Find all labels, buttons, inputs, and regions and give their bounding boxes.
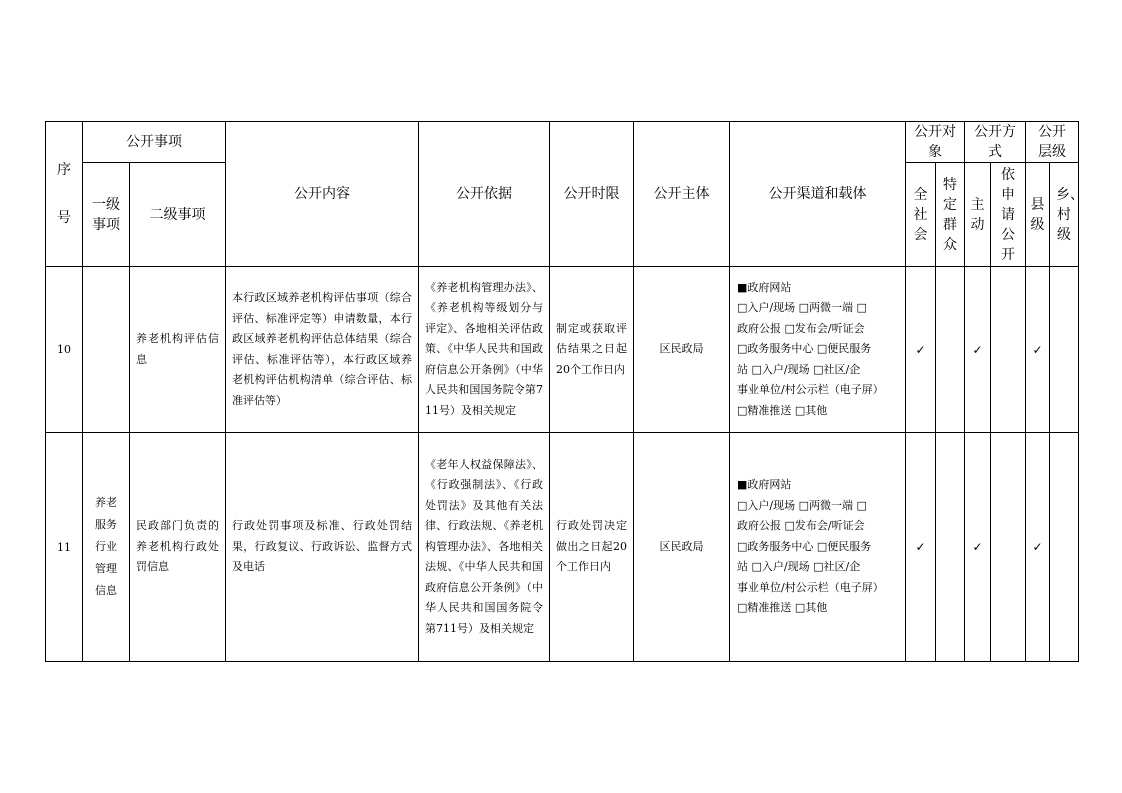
row-method-request-check bbox=[991, 267, 1026, 433]
disclosure-table bbox=[45, 121, 1084, 662]
row-channel: ■政府网站 □入户/现场 □两微一端 □ 政府公报 □发布会/听证会 □政务服务中心 □便民服务 站 □入户/现场 □社区/企 事业单位/村公示栏（电子屏） □精准推送 □其他 bbox=[730, 267, 906, 433]
row-level-county-check: ✓ bbox=[1026, 433, 1050, 662]
row-basis: 《养老机构管理办法》、《养老机构等级划分与评定》、各地相关评估政策、《中华人民共和国政府信息公开条例》（中华人民共和国国务院令第711号）及相关规定 bbox=[419, 267, 550, 433]
row-level-town-check bbox=[1050, 267, 1079, 433]
row-audience-all-check: ✓ bbox=[906, 433, 936, 662]
row-audience-specific-check bbox=[936, 433, 965, 662]
row-basis: 《老年人权益保障法》、《行政强制法》、《行政处罚法》及其他有关法律、行政法规、《养老机构管理办法》、各地相关法规、《中华人民共和国政府信息公开条例》（中华人民共和国国务院令第711号）及相关规定 bbox=[419, 433, 550, 662]
row-level2: 民政部门负责的养老机构行政处罚信息 bbox=[130, 433, 226, 662]
row-audience-specific-check bbox=[936, 267, 965, 433]
header-basis: 公开依据 bbox=[419, 122, 550, 267]
header-subject: 公开主体 bbox=[634, 122, 730, 267]
header-method-group: 公开方式 bbox=[965, 122, 1026, 163]
header-audience-specific: 特定群众 bbox=[936, 163, 965, 267]
row-channel: ■政府网站 □入户/现场 □两微一端 □ 政府公报 □发布会/听证会 □政务服务中心 □便民服务 站 □入户/现场 □社区/企 事业单位/村公示栏（电子屏） □精准推送 □其他 bbox=[730, 433, 906, 662]
table-row bbox=[46, 267, 1079, 433]
row-content: 行政处罚事项及标准、行政处罚结果，行政复议、行政诉讼、监督方式及电话 bbox=[226, 433, 419, 662]
header-level-county: 县级 bbox=[1026, 163, 1050, 267]
row-time-limit: 行政处罚决定做出之日起20个工作日内 bbox=[550, 433, 634, 662]
row-level2: 养老机构评估信息 bbox=[130, 267, 226, 433]
row-subject: 区民政局 bbox=[634, 267, 730, 433]
row-level1: 养老服务行业管理信息 bbox=[83, 433, 130, 662]
header-level1: 一级事项 bbox=[83, 163, 130, 267]
row-time-limit: 制定或获取评估结果之日起20个工作日内 bbox=[550, 267, 634, 433]
row-seq: 11 bbox=[46, 433, 83, 662]
row-level-town-check bbox=[1050, 433, 1079, 662]
header-items-group: 公开事项 bbox=[83, 122, 226, 163]
header-level2: 二级事项 bbox=[130, 163, 226, 267]
row-audience-all-check: ✓ bbox=[906, 267, 936, 433]
row-level-county-check: ✓ bbox=[1026, 267, 1050, 433]
row-method-active-check: ✓ bbox=[965, 267, 991, 433]
header-audience-all: 全社会 bbox=[906, 163, 936, 267]
header-audience-group: 公开对象 bbox=[906, 122, 965, 163]
header-level-town: 乡、村级 bbox=[1050, 163, 1079, 267]
row-method-active-check: ✓ bbox=[965, 433, 991, 662]
header-time-limit: 公开时限 bbox=[550, 122, 634, 267]
header-level-group: 公开层级 bbox=[1026, 122, 1079, 163]
header-content: 公开内容 bbox=[226, 122, 419, 267]
row-seq: 10 bbox=[46, 267, 83, 433]
header-seq: 序号 bbox=[46, 122, 83, 267]
row-level1 bbox=[83, 267, 130, 433]
header-method-active: 主动 bbox=[965, 163, 991, 267]
row-content: 本行政区域养老机构评估事项（综合评估、标准评定等）申请数量，本行政区域养老机构评估总体结果（综合评估、标准评估等），本行政区域养老机构评估机构清单（综合评估、标准评估等） bbox=[226, 267, 419, 433]
row-method-request-check bbox=[991, 433, 1026, 662]
row-subject: 区民政局 bbox=[634, 433, 730, 662]
table-row bbox=[46, 433, 1079, 662]
header-method-request: 依申请公开 bbox=[991, 163, 1026, 267]
header-channel: 公开渠道和载体 bbox=[730, 122, 906, 267]
